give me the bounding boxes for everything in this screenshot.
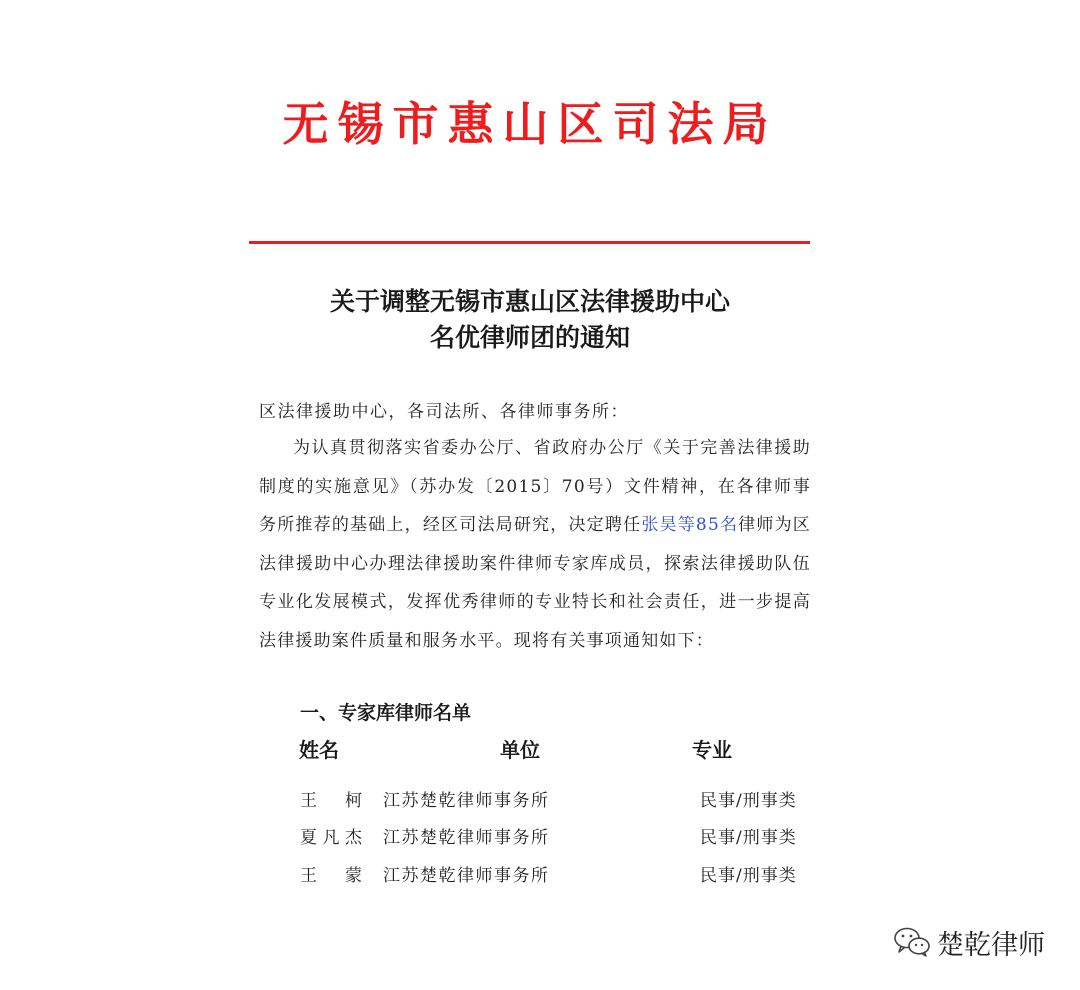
body-text-part-1: 为认真贯彻落实省委办公厅、省政府办公厅《关于完善法律援助制度的实施意见》（苏办发〔2015〕70号）文件精神，在各律师事务所推荐的基础上，经区司法局研究，决定聘任 — [259, 438, 811, 535]
addressee-line: 区法律援助中心，各司法所、各律师事务所： — [259, 402, 629, 422]
issuing-authority-title: 无锡市惠山区司法局 — [282, 97, 778, 151]
body-paragraph — [259, 429, 811, 660]
body-text-part-2: 律师为区法律援助中心办理法律援助案件律师专家库成员，探索法律援助队伍专业化发展模式，发挥优秀律师的专业特长和社会责任，进一步提高法律援助案件质量和服务水平。现将有关事项通知如下： — [259, 515, 811, 651]
lawyer-name: 夏凡杰 — [300, 828, 362, 848]
table-row — [0, 823, 1080, 853]
watermark-text: 楚乾律师 — [937, 929, 1045, 961]
lawyer-unit: 江苏楚乾律师事务所 — [383, 828, 550, 848]
lawyer-name: 王柯 — [300, 791, 362, 811]
lawyer-name: 王蒙 — [300, 866, 362, 886]
lawyer-specialty: 民事/刑事类 — [700, 828, 797, 848]
notice-title-line-1: 关于调整无锡市惠山区法律援助中心 — [329, 287, 730, 316]
wechat-icon — [893, 926, 931, 958]
notice-title-line-2: 名优律师团的通知 — [429, 323, 630, 352]
section-heading: 一、专家库律师名单 — [300, 702, 472, 724]
lawyer-specialty: 民事/刑事类 — [700, 866, 797, 886]
lawyer-unit: 江苏楚乾律师事务所 — [383, 791, 550, 811]
lawyer-unit: 江苏楚乾律师事务所 — [383, 866, 550, 886]
table-row — [0, 861, 1080, 891]
account-watermark — [893, 924, 1045, 960]
red-divider-line — [249, 241, 810, 244]
column-header-specialty: 专业 — [692, 738, 732, 762]
column-header-unit: 单位 — [500, 738, 540, 762]
highlighted-lawyer-count: 张昊等85名 — [641, 515, 739, 535]
column-header-name: 姓名 — [299, 738, 339, 762]
lawyer-specialty: 民事/刑事类 — [700, 791, 797, 811]
table-row — [0, 786, 1080, 816]
